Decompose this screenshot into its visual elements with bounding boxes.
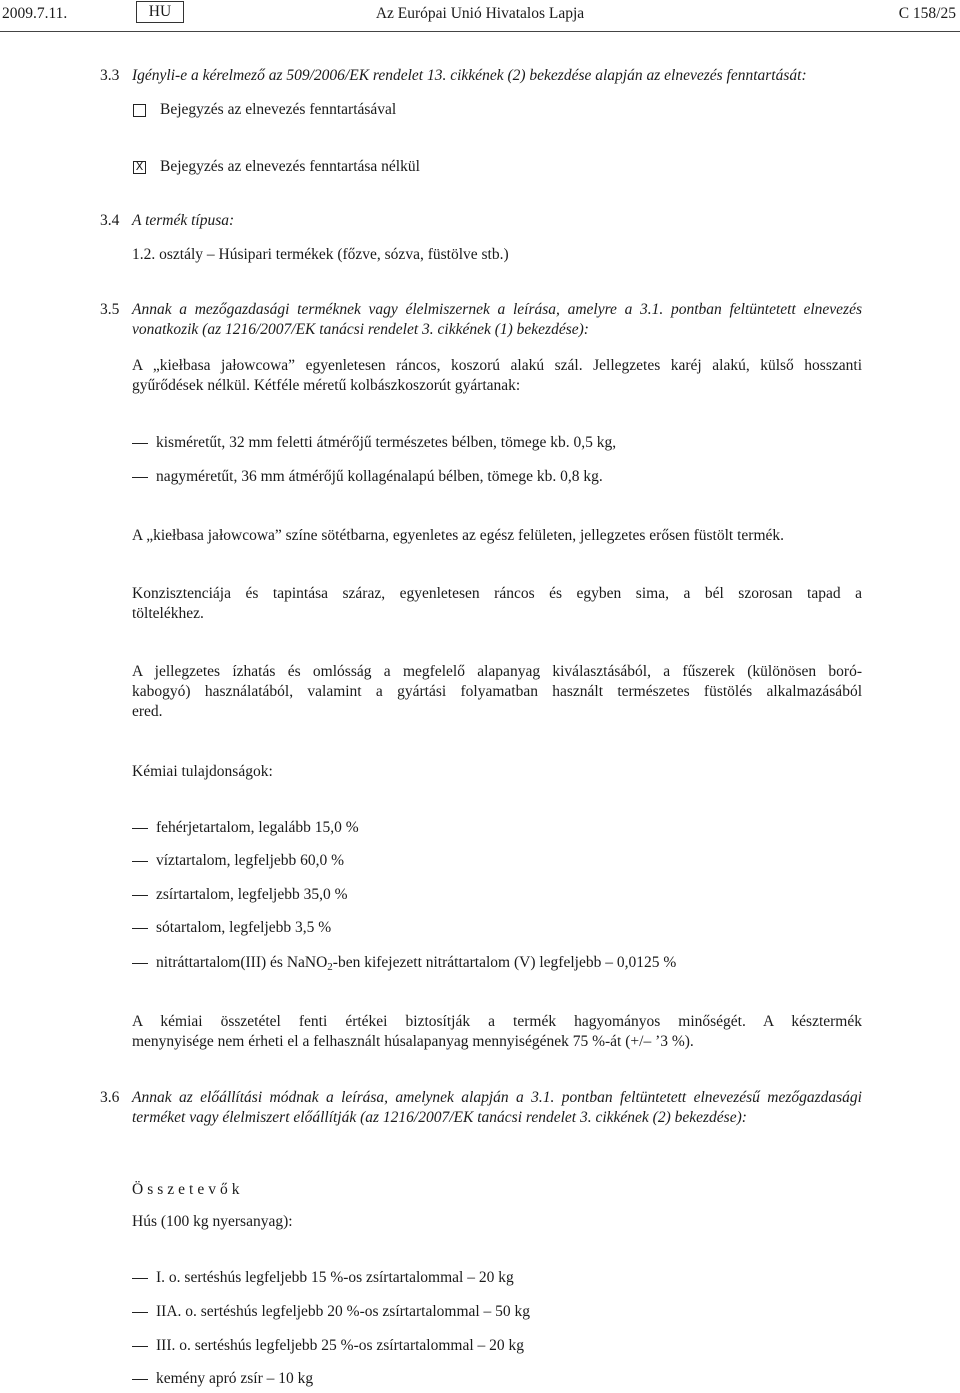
chemistry-summary-line2: menynyisége nem érheti el a felhasznált húsalapanyag mennyiségének 75 %-át (+/– ’3 %). <box>132 1033 694 1050</box>
list-item: I. o. sertéshús legfeljebb 15 %-os zsírtartalommal – 20 kg <box>132 1268 514 1288</box>
section-3-5-title-line1: Annak a mezőgazdasági terméknek vagy élelmiszernek a leírása, amelyre a 3.1. pontban feltüntetett elnevezés <box>132 301 862 318</box>
description-p2: A „kiełbasa jałowcowa” színe sötétbarna, egyenletes az egész felületen, jellegzetes erősen füstölt termék. <box>132 527 785 544</box>
publication-date: 2009.7.11. <box>2 5 68 22</box>
dash-marker <box>132 885 148 905</box>
chemical-properties-title: Kémiai tulajdonságok: <box>132 763 273 780</box>
list-item: víztartalom, legfeljebb 60,0 % <box>132 851 344 871</box>
section-number-3-5: 3.5 <box>100 301 120 318</box>
list-item: sótartalom, legfeljebb 3,5 % <box>132 918 331 938</box>
journal-title: Az Európai Unió Hivatalos Lapja <box>375 5 585 22</box>
description-p4-line2: kabogyó) használatából, valamint a gyártási folyamatban használt természetes füstölés alkalmazásából <box>132 683 862 700</box>
section-number-3-4: 3.4 <box>100 212 120 229</box>
page-header <box>0 0 960 34</box>
header-rule <box>0 31 960 32</box>
description-p4-line1: A jellegzetes ízhatás és omlósság a megfelelő alapanyag kiválasztásából, a fűszerek (különösen boró- <box>132 663 862 680</box>
option-without-reservation-label: Bejegyzés az elnevezés fenntartása nélkül <box>160 158 420 175</box>
section-number-3-6: 3.6 <box>100 1089 120 1106</box>
section-3-6-title-line2: terméket vagy élelmiszert előállítják (az 1216/2007/EK tanácsi rendelet 3. cikkének (2) bekezdése): <box>132 1109 747 1126</box>
description-p3-line1: Konzisztenciája és tapintása száraz, egyenletesen ráncos és egyben sima, a bél szorosan tapad a <box>132 585 862 602</box>
option-with-reservation-label: Bejegyzés az elnevezés fenntartásával <box>160 101 397 118</box>
dash-marker <box>132 467 148 487</box>
list-item: kisméretűt, 32 mm feletti átmérőjű természetes bélben, tömege kb. 0,5 kg, <box>132 433 616 453</box>
description-p3-line2: töltelékhez. <box>132 605 204 622</box>
section-3-4-title: A termék típusa: <box>132 212 235 229</box>
description-p1-line2: gyűrődések nélkül. Kétféle méretű kolbászkoszorút gyártanak: <box>132 377 521 394</box>
list-item: IIA. o. sertéshús legfeljebb 20 %-os zsírtartalommal – 50 kg <box>132 1302 530 1322</box>
ingredients-heading: Összetevők <box>132 1181 244 1198</box>
list-item: nagyméretűt, 36 mm átmérőjű kollagénalapú bélben, tömege kb. 0,8 kg. <box>132 467 603 487</box>
dash-marker <box>132 953 148 973</box>
dash-marker <box>132 851 148 871</box>
list-item: zsírtartalom, legfeljebb 35,0 % <box>132 885 348 905</box>
dash-marker <box>132 818 148 838</box>
product-type-value: 1.2. osztály – Húsipari termékek (főzve, sózva, füstölve stb.) <box>132 246 509 263</box>
meat-heading: Hús (100 kg nyersanyag): <box>132 1213 293 1230</box>
dash-marker <box>132 1369 148 1389</box>
page-number: C 158/25 <box>898 5 956 22</box>
checkbox-without-reservation[interactable]: X <box>133 161 146 174</box>
chemistry-summary-line1: A kémiai összetétel fenti értékei biztosítják a termék hagyományos minőségét. A késztermék <box>132 1013 862 1030</box>
dash-marker <box>132 1268 148 1288</box>
dash-marker <box>132 433 148 453</box>
dash-marker <box>132 1302 148 1322</box>
list-item: nitráttartalom(III) és NaNO$_2$-ben kifejezett nitráttartalom (V) legfeljebb – 0,0125 % <box>132 953 676 973</box>
dash-marker <box>132 918 148 938</box>
list-item: kemény apró zsír – 10 kg <box>132 1369 313 1389</box>
dash-marker <box>132 1336 148 1356</box>
description-p1-line1: A „kiełbasa jałowcowa” egyenletesen ráncos, koszorú alakú szál. Jellegzetes karéj alakú, külső hosszanti <box>132 357 862 374</box>
section-3-5-title-line2: vonatkozik (az 1216/2007/EK tanácsi rendelet 3. cikkének (1) bekezdése): <box>132 321 589 338</box>
language-badge: HU <box>136 1 184 23</box>
checkbox-with-reservation[interactable] <box>133 104 146 117</box>
section-3-6-title-line1: Annak az előállítási módnak a leírása, amelynek alapján a 3.1. pontban feltüntetett elnevezésű mezőgazdasági <box>132 1089 862 1106</box>
list-item: III. o. sertéshús legfeljebb 25 %-os zsírtartalommal – 20 kg <box>132 1336 524 1356</box>
list-item: fehérjetartalom, legalább 15,0 % <box>132 818 359 838</box>
description-p4-line3: ered. <box>132 703 163 720</box>
section-3-3-title: Igényli-e a kérelmező az 509/2006/EK rendelet 13. cikkének (2) bekezdése alapján az elnevezés fenntartását: <box>132 67 807 84</box>
section-number-3-3: 3.3 <box>100 67 120 84</box>
